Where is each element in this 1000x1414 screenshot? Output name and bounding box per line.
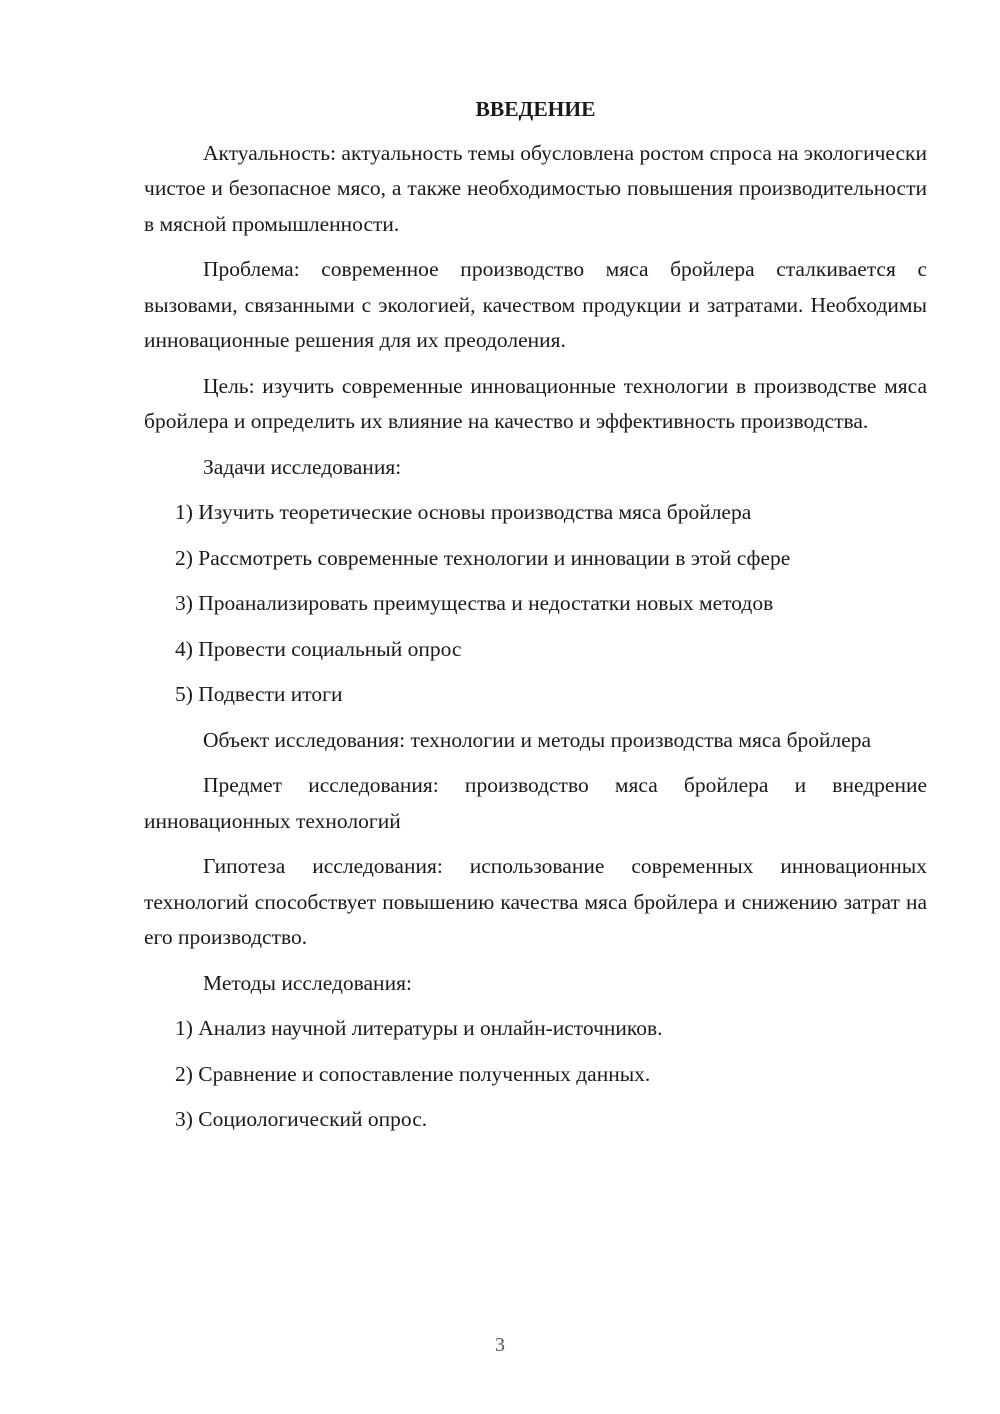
hypothesis-paragraph: Гипотеза исследования: использование современных инновационных технологий способствует повышению качества мяса бройлера и снижению затрат на его производство. [144,854,927,949]
page-number: 3 [495,1334,505,1356]
task-item: 3) Проанализировать преимущества и недостатки новых методов [175,591,774,615]
task-item: 5) Подвести итоги [175,682,343,706]
object-paragraph: Объект исследования: технологии и методы производства мяса бройлера [203,727,872,752]
document-page [144,92,927,1148]
goal-paragraph: Цель: изучить современные инновационные технологии в производстве мяса бройлера и определить их влияние на качество и эффективность производства. [144,373,927,433]
methods-heading: Методы исследования: [203,970,412,995]
method-item: 3) Социологический опрос. [175,1107,428,1131]
task-item: 1) Изучить теоретические основы производства мяса бройлера [175,500,752,524]
tasks-heading: Задачи исследования: [203,454,402,479]
task-item: 4) Провести социальный опрос [175,636,462,661]
relevance-paragraph: Актуальность: актуальность темы обусловлена ростом спроса на экологически чистое и безопасное мясо, а также необходимостью повышения производительности в мясной промышленности. [144,140,927,236]
tasks-list [144,495,927,713]
task-item: 2) Рассмотреть современные технологии и инновации в этой сфере [175,545,791,570]
method-item: 1) Анализ научной литературы и онлайн-источников. [175,1016,663,1040]
method-item: 2) Сравнение и сопоставление полученных данных. [175,1061,651,1086]
problem-paragraph: Проблема: современное производство мяса бройлера сталкивается с вызовами, связанными с экологией, качеством продукции и затратами. Необходимы инновационные решения для их преодоления. [144,257,927,352]
subject-paragraph: Предмет исследования: производство мяса бройлера и внедрение инновационных технологий [144,773,927,833]
methods-list [144,1011,927,1138]
page-title: ВВЕДЕНИЕ [475,97,596,121]
